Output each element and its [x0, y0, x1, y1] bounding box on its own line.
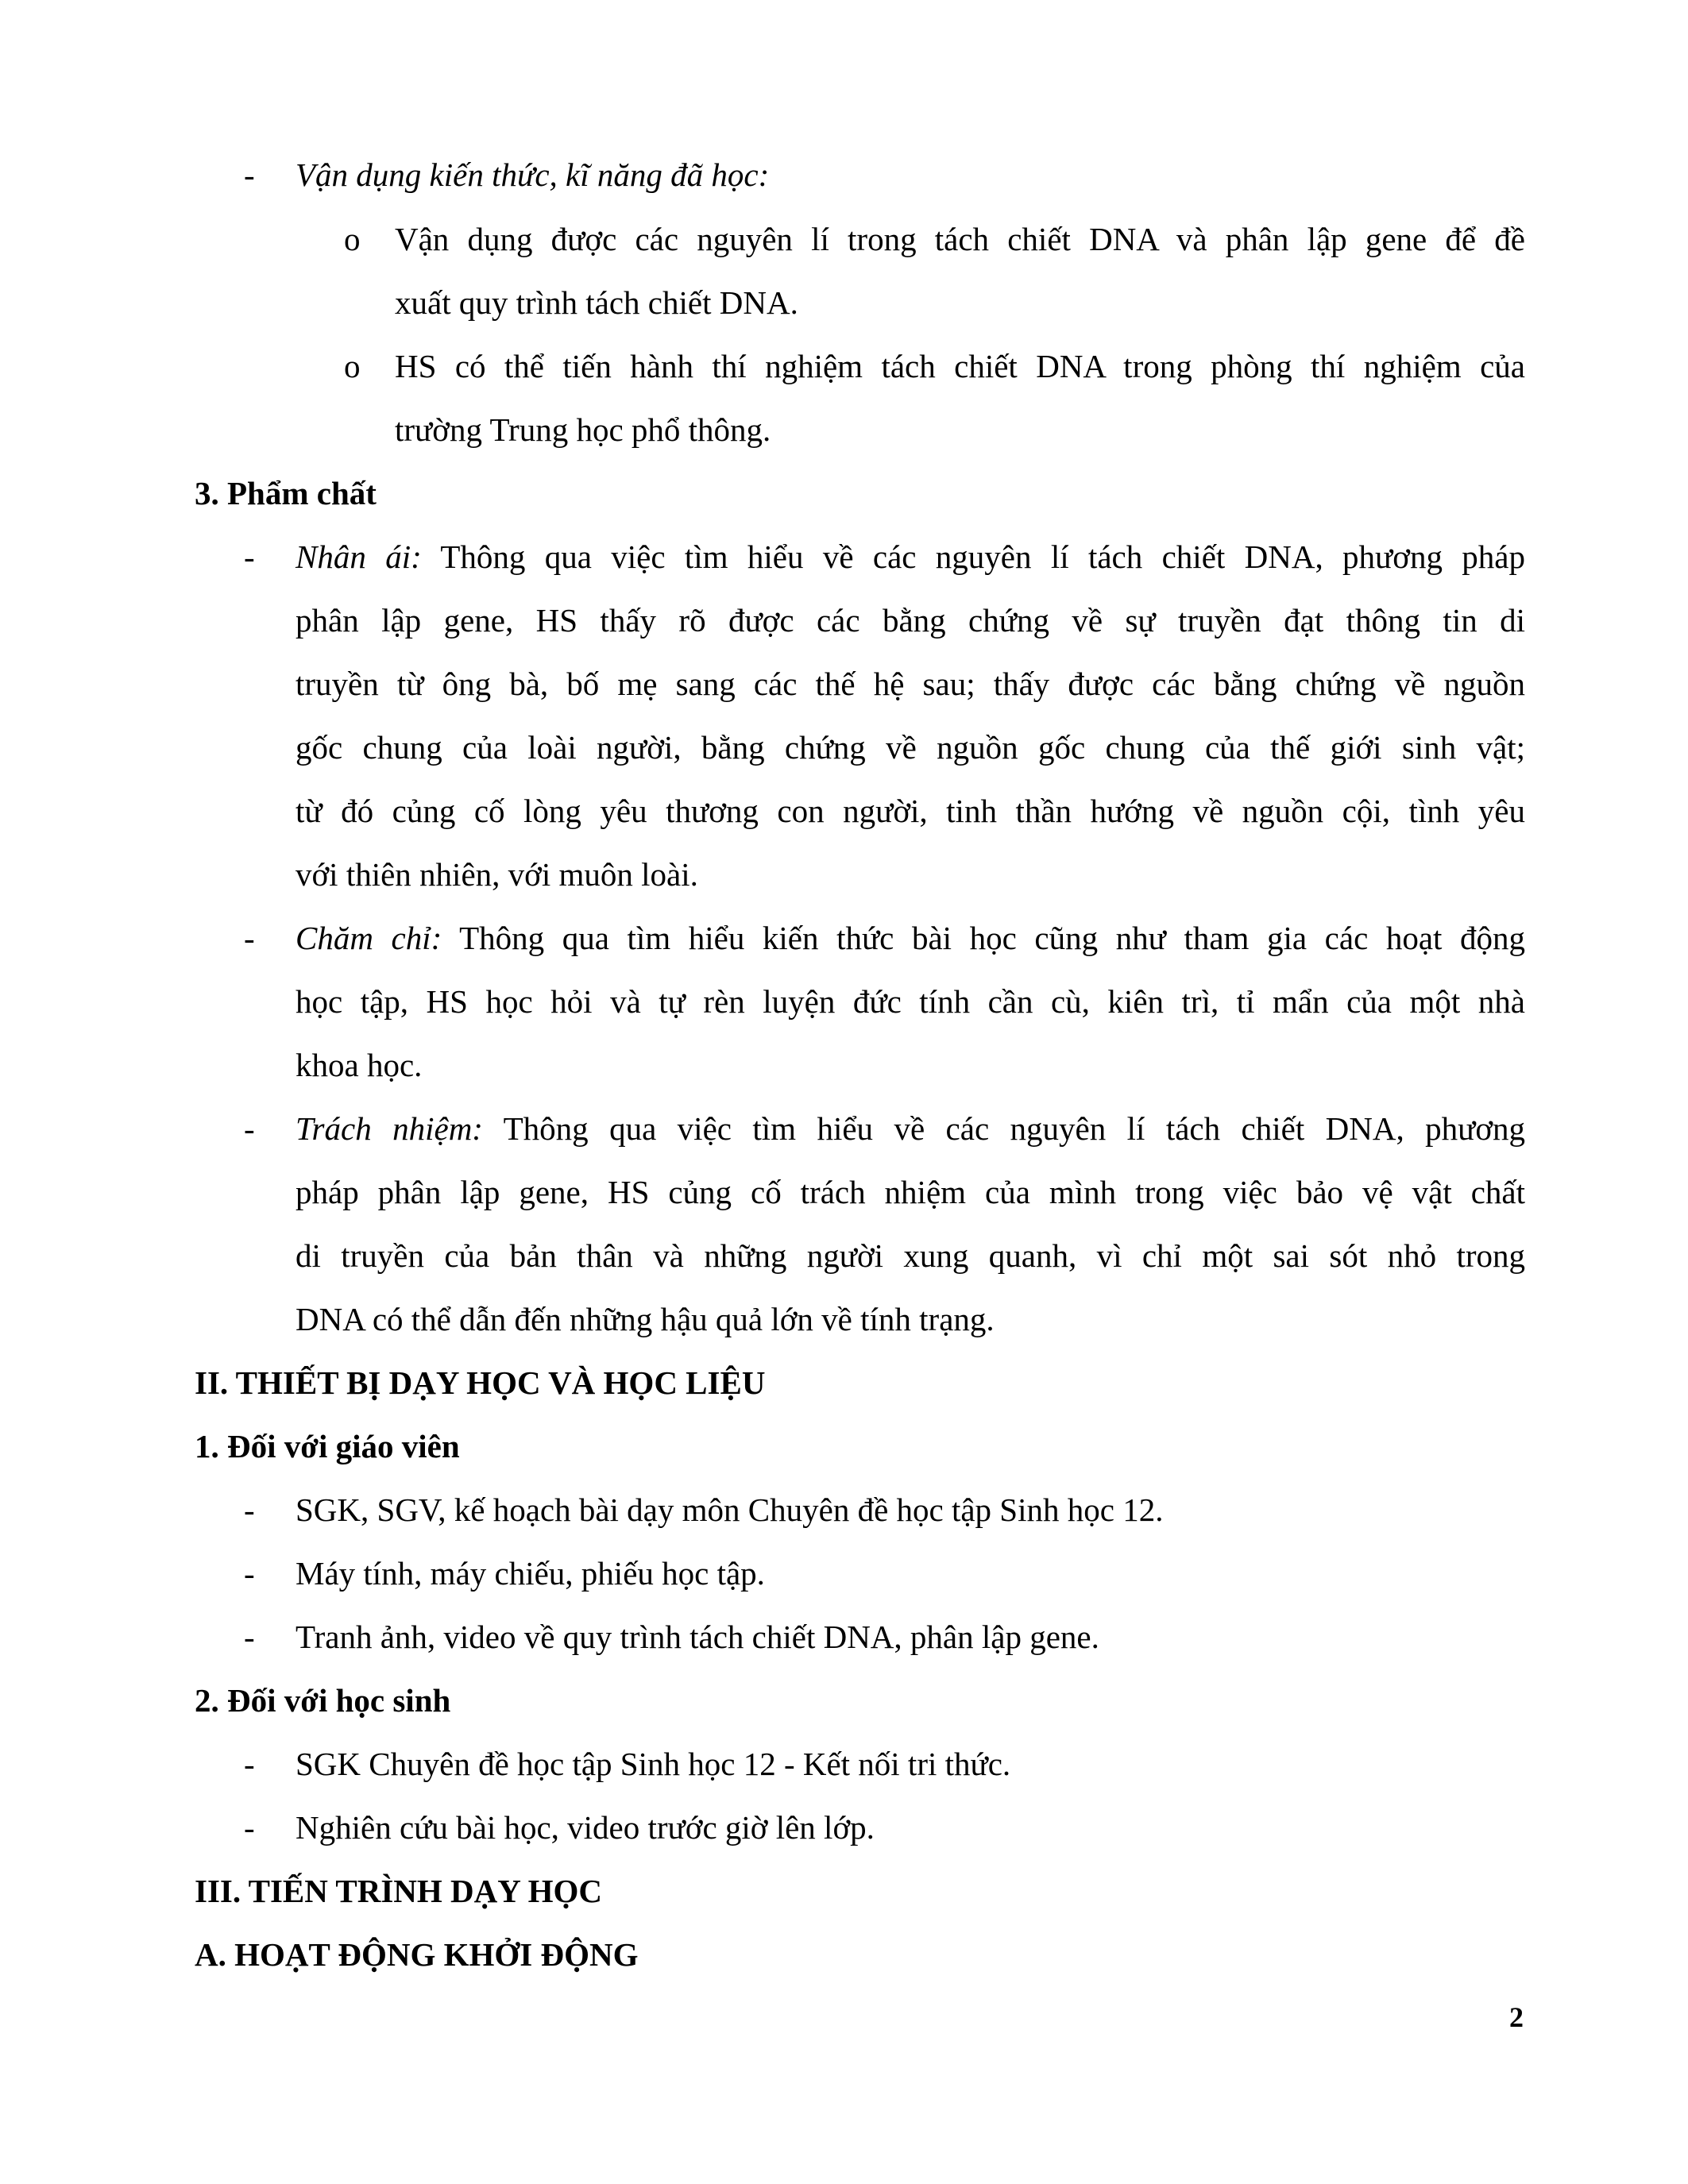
- bullet-dash: -: [244, 1746, 255, 1782]
- sub-bullet-circle: o: [344, 348, 361, 384]
- equipment-heading: II. THIẾT BỊ DẠY HỌC VÀ HỌC LIỆU: [195, 1364, 766, 1401]
- quality-label: Trách nhiệm:: [295, 1110, 483, 1147]
- quality-trach-nhiem-line-4: DNA có thể dẫn đến những hậu quả lớn về tính trạng.: [295, 1301, 995, 1337]
- bullet-dash: -: [244, 1619, 255, 1655]
- quality-trach-nhiem-line-1: [295, 1109, 1525, 1148]
- bullet-dash: -: [244, 1809, 255, 1846]
- quality-text: Thông qua tìm hiểu kiến thức bài học cũng như tham gia các hoạt động: [442, 920, 1525, 956]
- quality-nhan-ai-line-4: gốc chung của loài người, bằng chứng về nguồn gốc chung của thế giới sinh vật;: [295, 729, 1525, 766]
- quality-cham-chi-line-3: khoa học.: [295, 1047, 423, 1083]
- teacher-subheading: 1. Đối với giáo viên: [195, 1428, 460, 1464]
- teacher-item: Máy tính, máy chiếu, phiếu học tập.: [295, 1555, 765, 1592]
- student-item: SGK Chuyên đề học tập Sinh học 12 - Kết nối tri thức.: [295, 1746, 1011, 1782]
- quality-nhan-ai-line-3: truyền từ ông bà, bố mẹ sang các thế hệ sau; thấy được các bằng chứng về nguồn: [295, 666, 1525, 702]
- student-item: Nghiên cứu bài học, video trước giờ lên lớp.: [295, 1809, 875, 1846]
- teacher-item: SGK, SGV, kế hoạch bài dạy môn Chuyên đề học tập Sinh học 12.: [295, 1491, 1164, 1528]
- bullet-dash: -: [244, 1491, 255, 1528]
- quality-label: Chăm chỉ:: [295, 920, 442, 956]
- skills-sub-item-2-line-1: HS có thể tiến hành thí nghiệm tách chiết DNA trong phòng thí nghiệm của: [395, 348, 1525, 384]
- bullet-dash: -: [244, 156, 255, 193]
- skills-sub-item-1-line-1: Vận dụng được các nguyên lí trong tách chiết DNA và phân lập gene để đề: [395, 221, 1525, 257]
- process-heading: III. TIẾN TRÌNH DẠY HỌC: [195, 1873, 603, 1909]
- quality-text: Thông qua việc tìm hiểu về các nguyên lí tách chiết DNA, phương: [482, 1110, 1525, 1147]
- skills-sub-item-2-line-2: trường Trung học phổ thông.: [395, 411, 771, 448]
- quality-nhan-ai-line-2: phân lập gene, HS thấy rõ được các bằng chứng về sự truyền đạt thông tin di: [295, 602, 1525, 639]
- student-subheading: 2. Đối với học sinh: [195, 1682, 451, 1719]
- teacher-item: Tranh ảnh, video về quy trình tách chiết DNA, phân lập gene.: [295, 1619, 1099, 1655]
- quality-trach-nhiem-line-3: di truyền của bản thân và những người xung quanh, vì chỉ một sai sót nhỏ trong: [295, 1237, 1525, 1274]
- skills-bullet-label: Vận dụng kiến thức, kĩ năng đã học:: [295, 156, 770, 193]
- quality-nhan-ai-line-5: từ đó củng cố lòng yêu thương con người, tinh thần hướng về nguồn cội, tình yêu: [295, 793, 1525, 829]
- quality-cham-chi-line-2: học tập, HS học hỏi và tự rèn luyện đức tính cần cù, kiên trì, tỉ mẩn của một nhà: [295, 983, 1525, 1020]
- quality-cham-chi-line-1: [295, 919, 1525, 957]
- quality-trach-nhiem-line-2: pháp phân lập gene, HS củng cố trách nhiệm của mình trong việc bảo vệ vật chất: [295, 1174, 1525, 1210]
- bullet-dash: -: [244, 1555, 255, 1592]
- sub-bullet-circle: o: [344, 221, 361, 257]
- bullet-dash: -: [244, 1110, 255, 1147]
- quality-label: Nhân ái:: [295, 538, 422, 575]
- bullet-dash: -: [244, 538, 255, 575]
- quality-nhan-ai-line-6: với thiên nhiên, với muôn loài.: [295, 856, 698, 893]
- quality-nhan-ai-line-1: [295, 538, 1525, 576]
- page-number: 2: [1509, 2001, 1524, 2033]
- qualities-heading: 3. Phẩm chất: [195, 475, 377, 511]
- bullet-dash: -: [244, 920, 255, 956]
- skills-sub-item-1-line-2: xuất quy trình tách chiết DNA.: [395, 284, 798, 321]
- warmup-activity-heading: A. HOẠT ĐỘNG KHỞI ĐỘNG: [195, 1936, 639, 1973]
- quality-text: Thông qua việc tìm hiểu về các nguyên lí tách chiết DNA, phương pháp: [421, 538, 1525, 575]
